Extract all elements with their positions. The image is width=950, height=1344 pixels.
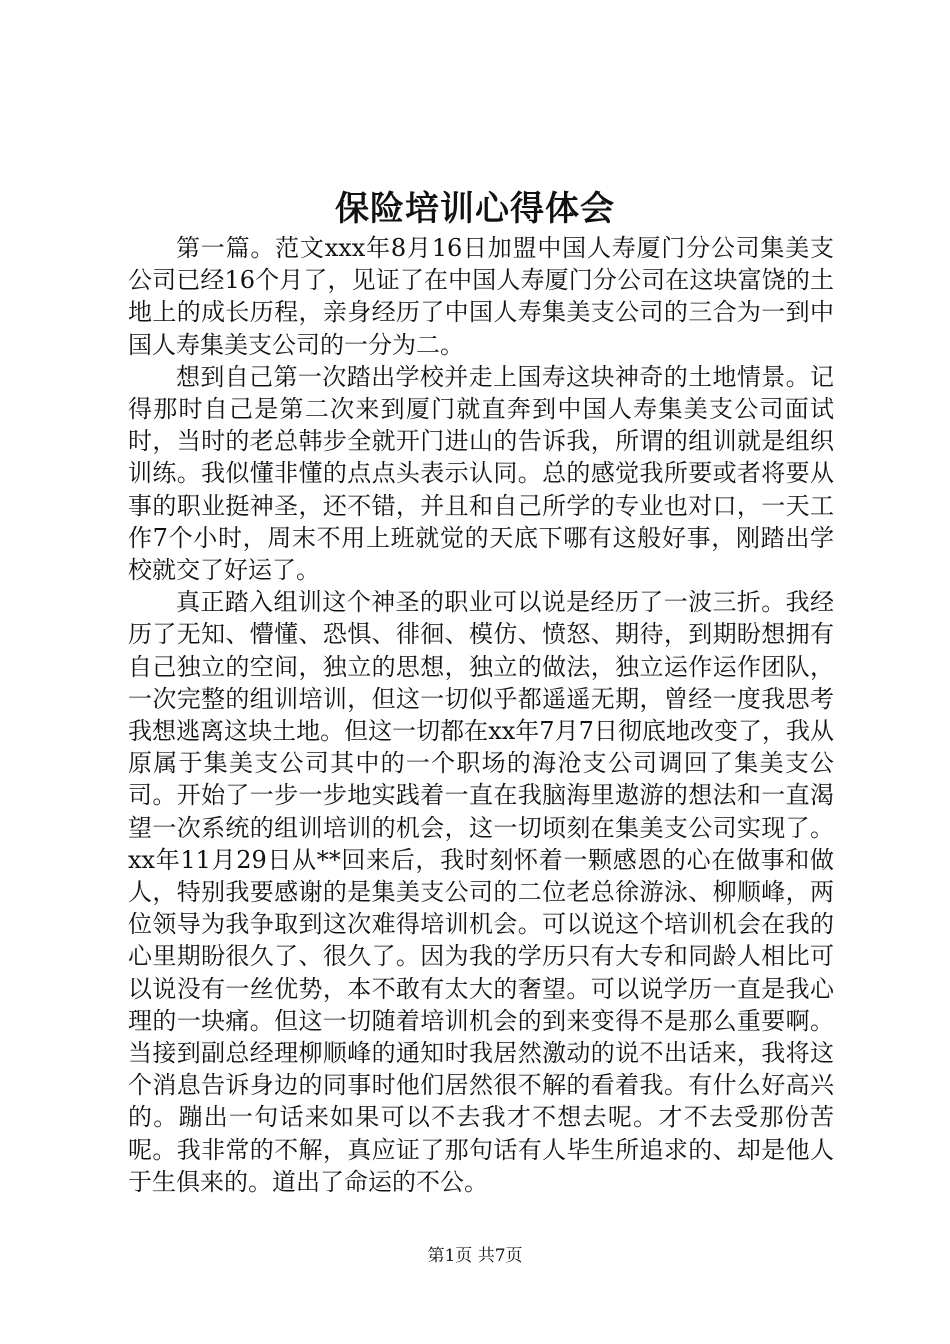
paragraph-2: 想到自己第一次踏出学校并走上国寿这块神奇的土地情景。记得那时自己是第二次来到厦门就直奔到中国人寿集美支公司面试时，当时的老总韩步全就开门进山的告诉我，所谓的组训就是组织训练。我似懂非懂的点点头表示认同。总的感觉我所要或者将要从事的职业挺神圣，还不错，并且和自己所学的专业也对口，一天工作7个小时，周末不用上班就觉的天底下哪有这般好事，刚踏出学校就交了好运了。 <box>128 362 834 585</box>
page-number-footer: 第1页 共7页 <box>427 1246 523 1266</box>
document-title: 保险培训心得体会 <box>335 189 615 229</box>
paragraph-1: 第一篇。范文xxx年8月16日加盟中国人寿厦门分公司集美支公司已经16个月了，见证了在中国人寿厦门分公司在这块富饶的土地上的成长历程，亲身经历了中国人寿集美支公司的三合为一到中国人寿集美支公司的一分为二。 <box>128 234 834 359</box>
document-body <box>128 232 834 1198</box>
paragraph-3: 真正踏入组训这个神圣的职业可以说是经历了一波三折。我经历了无知、懵懂、恐惧、徘徊、模仿、愤怒、期待，到期盼想拥有自己独立的空间，独立的思想，独立的做法，独立运作运作团队，一次完整的组训培训，但这一切似乎都遥遥无期，曾经一度我思考我想逃离这块土地。但这一切都在xx年7月7日彻底地改变了，我从原属于集美支公司其中的一个职场的海沧支公司调回了集美支公司。开始了一步一步地实践着一直在我脑海里遨游的想法和一直渴望一次系统的组训培训的机会，这一切顷刻在集美支公司实现了。xx年11月29日从**回来后，我时刻怀着一颗感恩的心在做事和做人，特别我要感谢的是集美支公司的二位老总徐游泳、柳顺峰，两位领导为我争取到这次难得培训机会。可以说这个培训机会在我的心里期盼很久了、很久了。因为我的学历只有大专和同龄人相比可以说没有一丝优势，本不敢有太大的奢望。可以说学历一直是我心理的一块痛。但这一切随着培训机会的到来变得不是那么重要啊。当接到副总经理柳顺峰的通知时我居然激动的说不出话来，我将这个消息告诉身边的同事时他们居然很不解的看着我。有什么好高兴的。蹦出一句话来如果可以不去我才不想去呢。才不去受那份苦呢。我非常的不解，真应证了那句话有人毕生所追求的、却是他人于生俱来的。道出了命运的不公。 <box>128 588 834 1196</box>
